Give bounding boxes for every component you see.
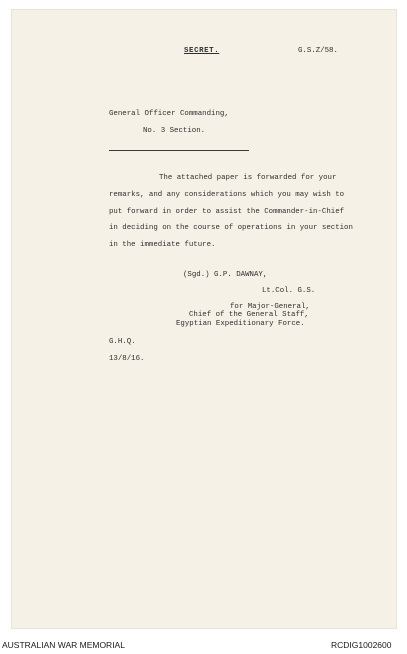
signature-force: Egyptian Expeditionary Force. — [176, 320, 305, 328]
body-line-4: in deciding on the course of operations in your section — [109, 224, 353, 232]
signature-for-line: for Major-General, — [230, 303, 310, 311]
body-line-1: The attached paper is forwarded for your — [159, 174, 337, 182]
addressee-line-1: General Officer Commanding, — [109, 110, 229, 118]
classification-heading: SECRET. — [184, 47, 220, 55]
signature-title: Chief of the General Staff, — [189, 311, 309, 319]
signature-rank: Lt.Col. G.S. — [262, 287, 316, 295]
origin-date: 13/8/16. — [109, 355, 145, 363]
signature-signed: (Sgd.) G.P. DAWNAY, — [183, 271, 268, 279]
addressee-line-2: No. 3 Section. — [143, 127, 206, 135]
body-line-2: remarks, and any considerations which you may wish to — [109, 191, 345, 199]
body-line-3: put forward in order to assist the Commander-in-Chief — [109, 208, 345, 216]
origin-place: G.H.Q. — [109, 338, 136, 346]
reference-number: G.S.Z/58. — [298, 47, 338, 55]
footer-record-id: RCDIG1002600 — [331, 640, 392, 650]
body-line-5: in the immediate future. — [109, 241, 216, 249]
separator-rule — [109, 150, 249, 151]
footer-institution: AUSTRALIAN WAR MEMORIAL — [2, 640, 125, 650]
